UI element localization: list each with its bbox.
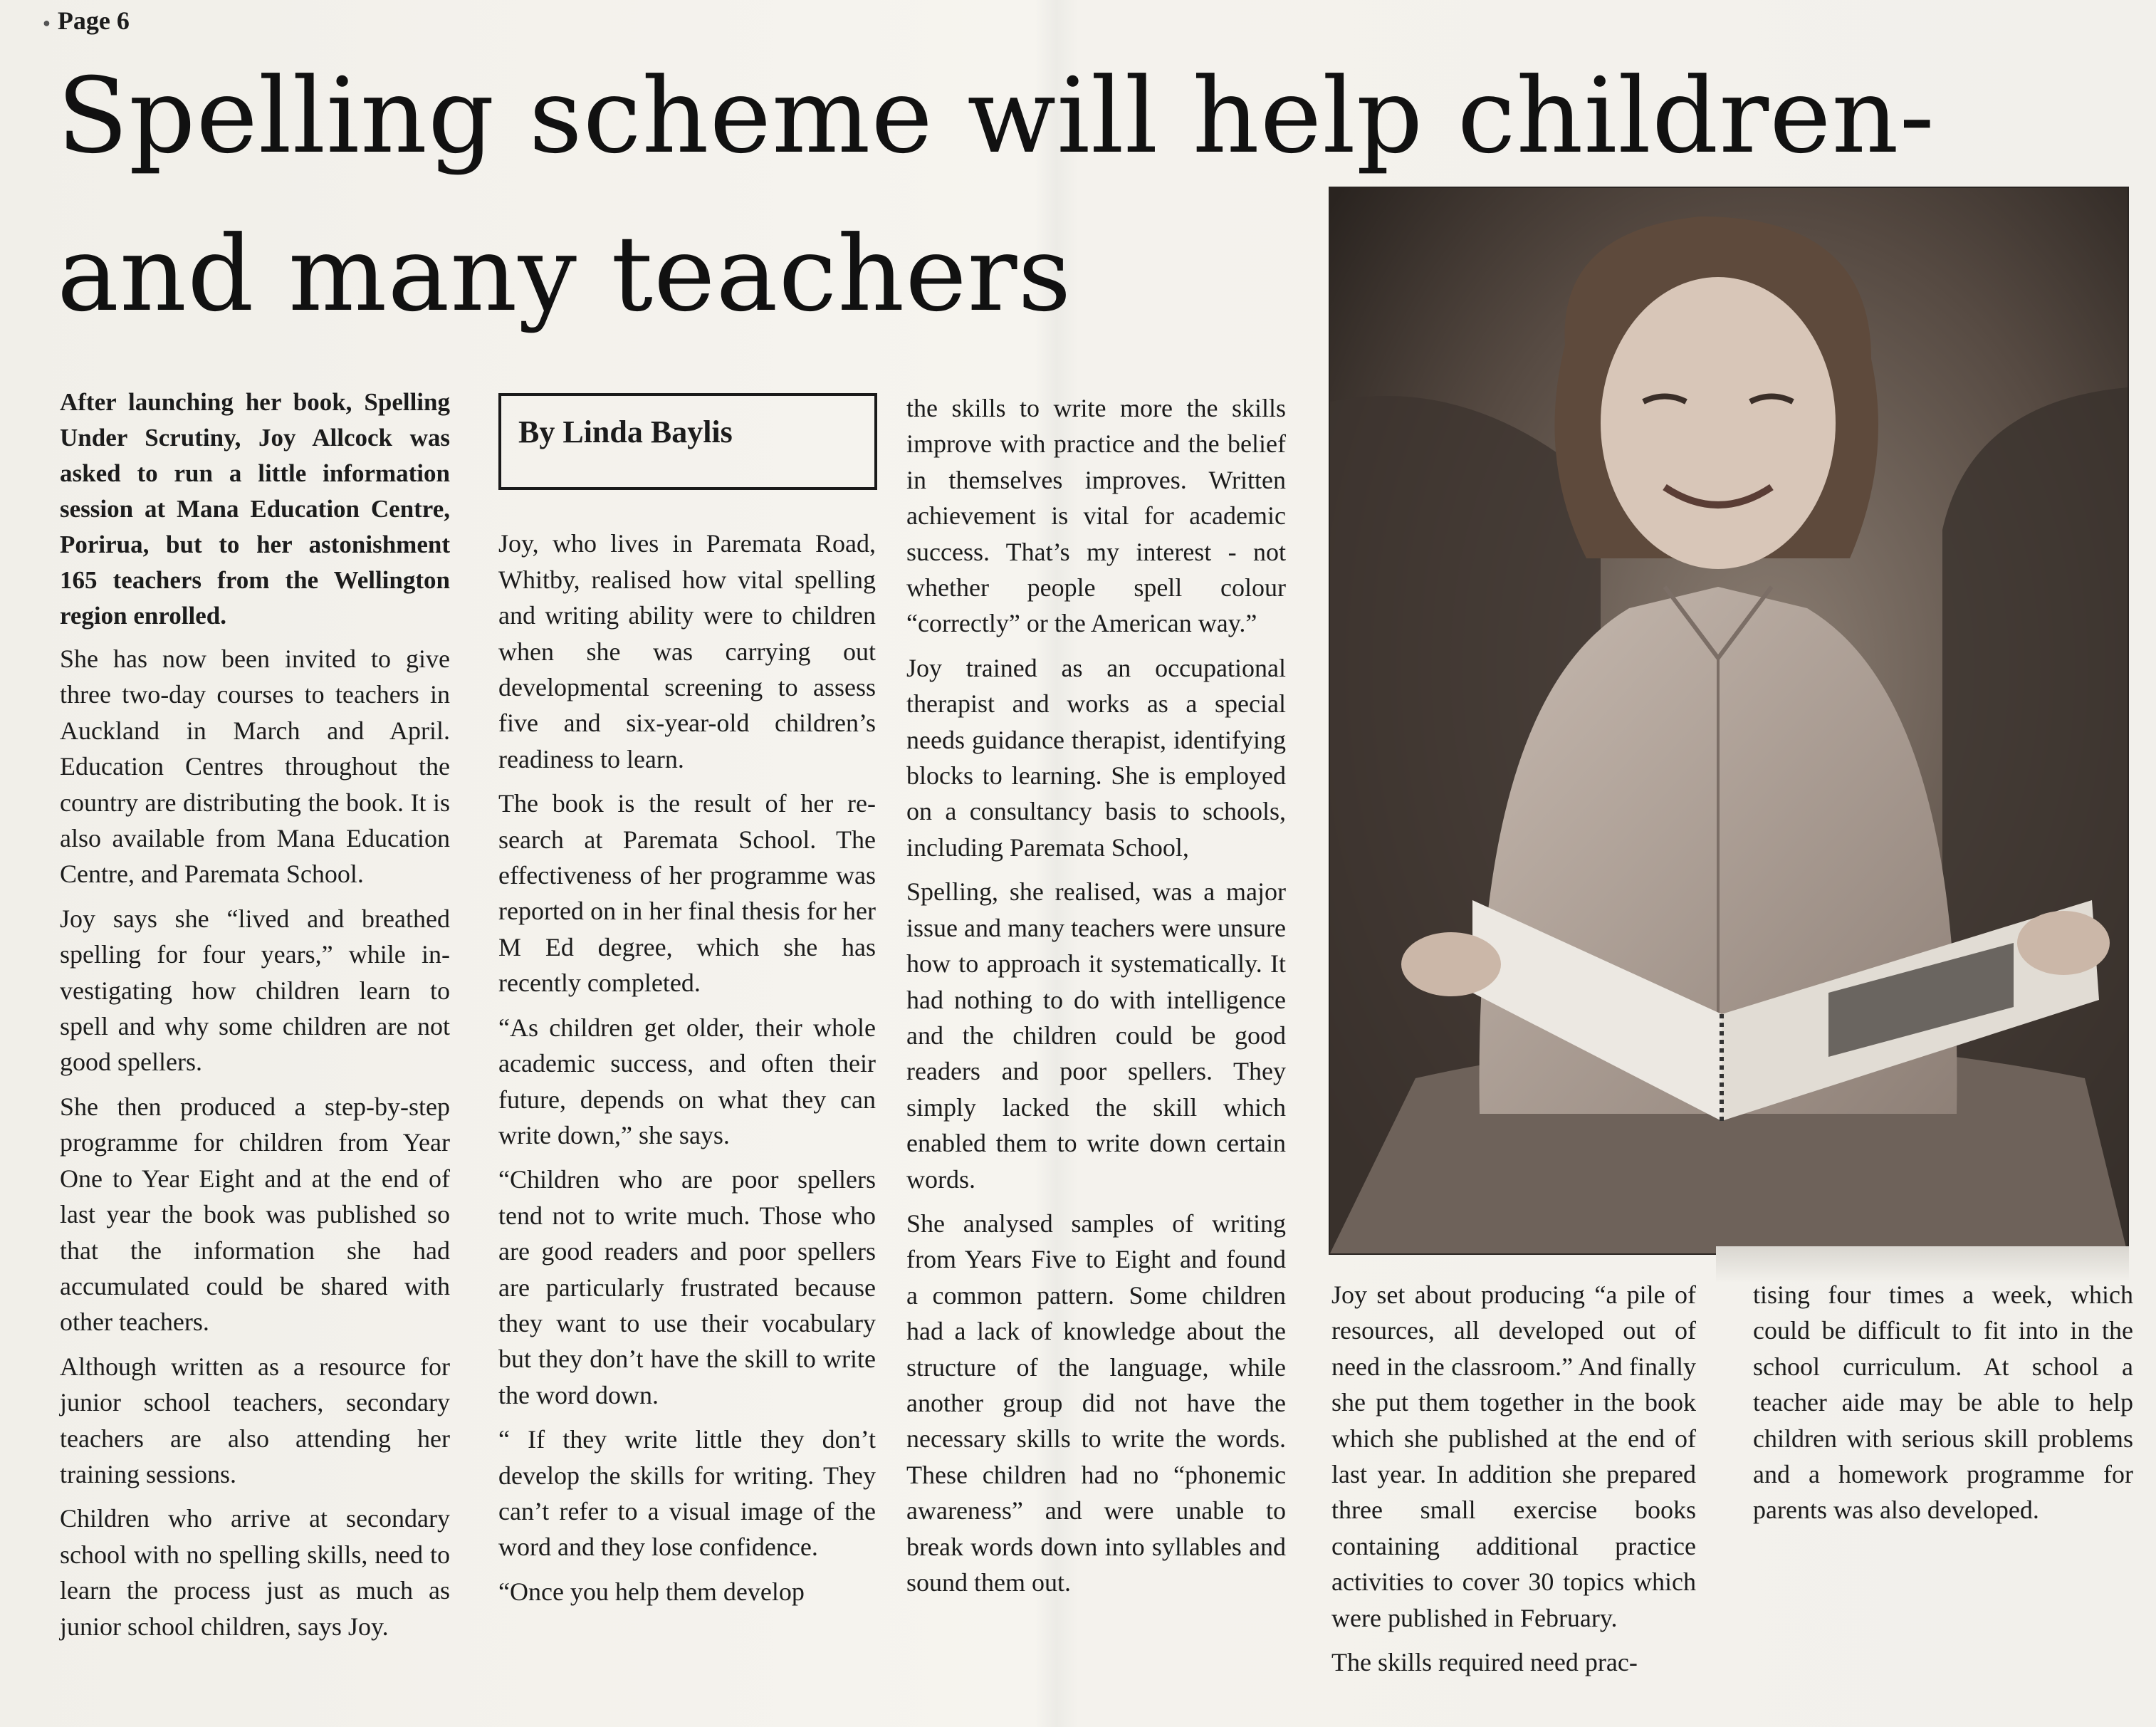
paragraph: Joy, who lives in Paremata Road, Whitby, realised how vital spelling and writing ability were to children when she was carrying out developmental screening to assess five and six-year-old children’s readiness to learn. (498, 529, 876, 773)
paragraph: The book is the result of her research at Paremata School. The effectiveness of her programme was reported on in her final thesis for her M Ed degree, which she has recently completed. (498, 789, 876, 998)
photo-illustration (1330, 188, 2128, 1253)
column-1 (60, 385, 450, 1653)
paragraph: “Children who are poor spellers tend not to write much. Those who are good readers and poor spellers are particularly frustrated because they want to use their vocabulary but they don’t have the skill to write the word down. (498, 1165, 876, 1409)
paragraph: She has now been invited to give three two-day courses to teachers in Auckland in March and April. Education Centres throughout the country are distributing the book. It is also available from Mana Education Centre, and Paremata School. (60, 645, 450, 889)
paragraph: Although written as a resource for junior school teachers, secondary teachers are also attending her training sessions. (60, 1352, 450, 1488)
paragraph: She then produced a step-by-step programme for children from Year One to Year Eight and at the end of last year the book was published so that the information she had accumulated could be shared with other teachers. (60, 1092, 450, 1337)
photo-joy-allcock-with-book (1329, 187, 2129, 1255)
paragraph: “ If they write little they don’t develop the skills for writing. They can’t refer to a visual image of the word and they lose confidence. (498, 1425, 876, 1562)
paragraph: “As children get older, their whole academic success, and often their future, depends on what they can write down,” she says. (498, 1013, 876, 1149)
column-5 (1753, 1277, 2133, 1537)
column-2 (498, 393, 876, 1618)
paragraph: The skills required need prac- (1331, 1648, 1638, 1677)
paragraph: Joy says she “lived and breathed spelling for four years,” while investigating how children learn to spell and why some children are not good spellers. (60, 904, 450, 1077)
headline-line-2: and many teachers (57, 214, 1072, 335)
page-number: ● Page 6 (43, 6, 130, 35)
column-4 (1331, 1277, 1696, 1689)
paragraph: Children who arrive at secondary school with no spelling skills, need to learn the process just as much as junior school children, says Joy. (60, 1504, 450, 1641)
byline: By Linda Baylis (518, 414, 733, 449)
byline-box (498, 393, 877, 490)
column-3 (906, 390, 1286, 1609)
paragraph: tising four times a week, which could be difficult to fit into in the school curriculum. At school a teacher aide may be able to help children with serious skill problems and a homework programme for parents was also developed. (1753, 1280, 2133, 1525)
paragraph: Spelling, she realised, was a major issue and many teachers were unsure how to approach it systematically. It had nothing to do with intelligence and the children could be good readers and poor spellers. They simply lacked the skill which enabled them to write down certain words. (906, 877, 1286, 1194)
bullet-icon: ● (43, 16, 51, 31)
paragraph: She analysed samples of writing from Years Five to Eight and found a common pattern. Some children had a lack of knowledge about the structure of the language, while another group did not have the necessary skills to write the words. These children had no “phonemic awareness” and were unable to break words down into syllables and sound them out. (906, 1209, 1286, 1597)
lede-paragraph: After launching her book, Spelling Under Scrutiny, Joy Allcock was asked to run a little information session at Mana Education Centre, Porirua, but to her astonishment 165 teachers from the Wellington region enrolled. (60, 388, 450, 630)
headline-line-1: Spelling scheme will help children- (57, 56, 1935, 177)
paragraph: Joy set about producing “a pile of resources, all developed out of need in the classroom.” And finally she put them together in the book which she published at the end of last year. In addition she prepared three small exercise books containing additional practice activities to cover 30 topics which were published in February. (1331, 1280, 1696, 1632)
paragraph: “Once you help them develop (498, 1577, 805, 1606)
paragraph: the skills to write more the skills improve with practice and the belief in themselves improves. Written achievement is vital for academic success. That’s my interest - not whether people spell colour “correctly” or the American way.” (906, 394, 1286, 638)
paragraph: Joy trained as an occupational therapist and works as a special needs guidance therapist, identifying blocks to learning. She is employed on a consultancy basis to schools, including Paremata School, (906, 653, 1286, 862)
